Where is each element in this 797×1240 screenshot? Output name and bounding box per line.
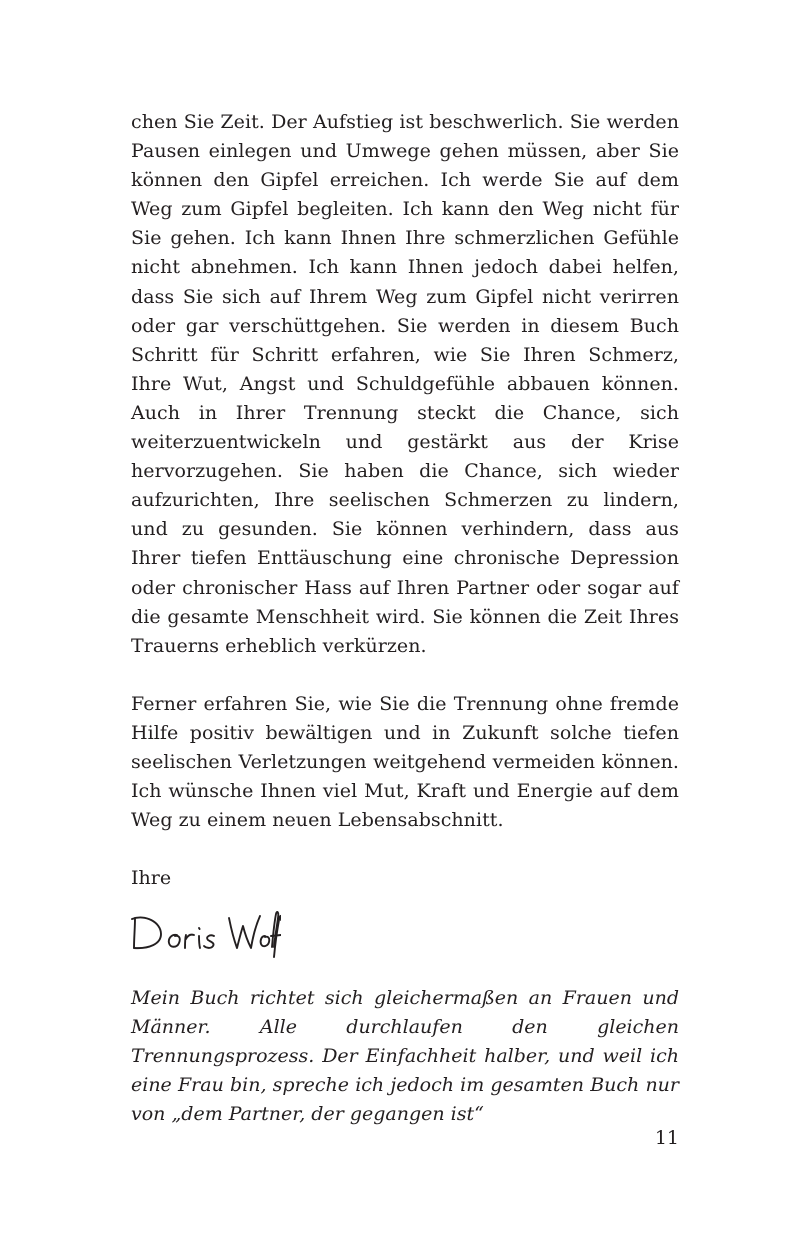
page-number: 11: [654, 1127, 679, 1149]
handwritten-signature: [131, 906, 679, 958]
page-content: [131, 108, 679, 1129]
salutation: Ihre: [131, 867, 172, 890]
body-paragraph-1: chen Sie Zeit. Der Aufstieg ist beschwerlich. Sie werden Pausen einlegen und Umwege gehen müssen, aber Sie können den Gipfel erreichen. Ich werde Sie auf dem Weg zum Gipfel begleiten. Ich kann den Weg nicht für Sie gehen. Ich kann Ihnen Ihre schmerzlichen Gefühle nicht abnehmen. Ich kann Ihnen jedoch dabei helfen, dass Sie sich auf Ihrem Weg zum Gipfel nicht verirren oder gar verschüttgehen. Sie werden in diesem Buch Schritt für Schritt erfahren, wie Sie Ihren Schmerz, Ihre Wut, Angst und Schuldgefühle abbauen können. Auch in Ihrer Trennung steckt die Chance, sich weiterzuentwickeln und gestärkt aus der Krise hervorzugehen. Sie haben die Chance, sich wieder aufzurichten, Ihre seelischen Schmerzen zu lindern, und zu gesunden. Sie können verhindern, dass aus Ihrer tiefen Enttäuschung eine chronische Depression oder chronischer Hass auf Ihren Partner oder sogar auf die gesamte Menschheit wird. Sie können die Zeit Ihres Trauerns erheblich verkürzen.: [131, 111, 679, 657]
body-paragraph-2: Ferner erfahren Sie, wie Sie die Trennung ohne fremde Hilfe positiv bewältigen und in Zukunft solche tiefen seelischen Verletzungen weitgehend vermeiden können. Ich wünsche Ihnen viel Mut, Kraft und Energie auf dem Weg zu einem neuen Lebensabschnitt.: [131, 692, 679, 832]
footnote: Mein Buch richtet sich gleichermaßen an Frauen und Männer. Alle durchlaufen den gleichen Trennungsprozess. Der Einfachheit halber, und weil ich eine Frau bin, spreche ich jedoch im gesamten Buch nur von „dem Partner, der gegangen ist“: [131, 986, 679, 1125]
